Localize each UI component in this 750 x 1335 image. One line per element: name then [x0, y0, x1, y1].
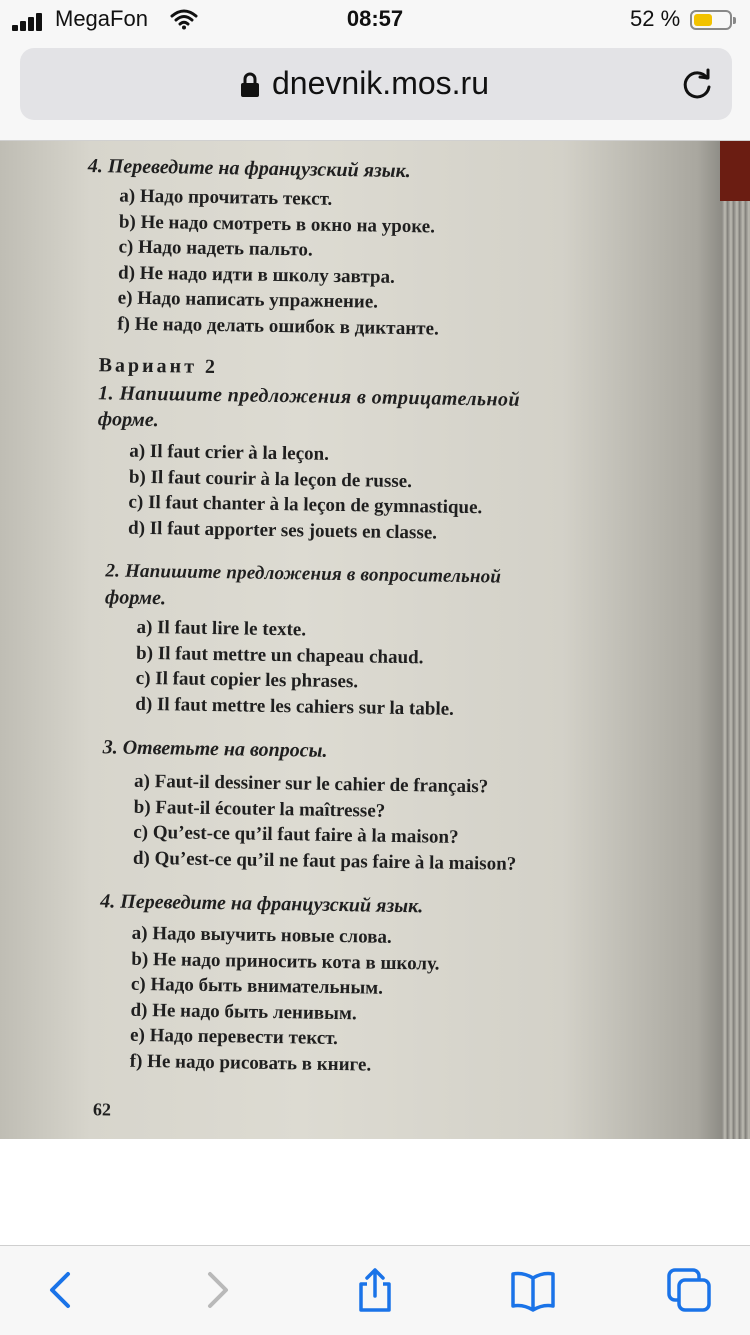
- browser-top-bar: [0, 40, 750, 141]
- battery-icon: [690, 10, 732, 30]
- forward-icon[interactable]: [192, 1266, 240, 1314]
- book-page-photo: [0, 141, 750, 1139]
- task-item: b) Не надо смотреть в окно на уроке.: [118, 210, 436, 237]
- task-item: c) Il faut copier les phrases.: [135, 667, 359, 693]
- task-item: d) Qu’est-ce qu’il ne faut pas faire à la maison?: [132, 847, 517, 875]
- clock: 08:57: [346, 6, 404, 31]
- status-bar: [0, 0, 750, 40]
- variant-heading: Вариант 2: [98, 354, 219, 379]
- task-item: b) Не надо приносить кота в школу.: [131, 948, 440, 975]
- url-text: dnevnik.mos.ru: [272, 65, 489, 101]
- task-item: f) Не надо рисовать в книге.: [129, 1050, 372, 1076]
- task-item: c) Надо надеть пальто.: [118, 236, 313, 261]
- task-item: e) Надо написать упражнение.: [117, 287, 379, 313]
- task-item: d) Не надо идти в школу завтра.: [117, 261, 395, 288]
- top-task: [85, 153, 648, 345]
- task-title: 1. Напишите предложения в отрицательной: [98, 382, 521, 411]
- bookmarks-icon[interactable]: [509, 1266, 557, 1314]
- address-bar[interactable]: [20, 48, 732, 120]
- task-item: a) Надо прочитать текст.: [119, 185, 333, 210]
- page-edge: [722, 141, 750, 1139]
- tabs-icon[interactable]: [665, 1266, 713, 1314]
- variant-section: [73, 350, 645, 1129]
- task-item: e) Надо перевести текст.: [129, 1024, 339, 1050]
- book-text: [73, 153, 648, 1129]
- task-title: 2. Напишите предложения в вопросительной: [105, 560, 502, 588]
- page-number: 62: [92, 1099, 112, 1120]
- task-item: b) Il faut mettre un chapeau chaud.: [135, 642, 424, 668]
- carrier-name: MegaFon: [55, 6, 148, 31]
- task-item: a) Надо выучить новые слова.: [131, 922, 392, 948]
- task-title: 3. Ответьте на вопросы.: [102, 736, 328, 762]
- task-item: c) Il faut chanter à la leçon de gymnastique.: [128, 491, 483, 519]
- book-cover-corner: [720, 141, 750, 201]
- task-item: c) Qu’est-ce qu’il faut faire à la maison?: [133, 821, 459, 848]
- battery-percent: 52 %: [630, 6, 681, 31]
- task-title-cont: форме.: [104, 586, 167, 610]
- task-title-cont: форме.: [97, 408, 159, 432]
- task-item: b) Faut-il écouter la maîtresse?: [133, 796, 386, 822]
- browser-bottom-toolbar: [0, 1245, 750, 1335]
- task-item: a) Il faut lire le texte.: [136, 616, 307, 641]
- reload-icon[interactable]: [680, 68, 714, 102]
- task-title: 4. Переведите на французский язык.: [87, 154, 411, 183]
- share-icon[interactable]: [351, 1266, 399, 1314]
- task-item: f) Не надо делать ошибок в диктанте.: [117, 312, 439, 340]
- back-icon[interactable]: [38, 1266, 86, 1314]
- task-item: c) Надо быть внимательным.: [130, 973, 384, 999]
- task-item: d) Il faut mettre les cahiers sur la table.: [135, 693, 455, 720]
- task-item: a) Il faut crier à la leçon.: [129, 440, 330, 465]
- task-item: d) Il faut apporter ses jouets en classe.: [127, 517, 438, 544]
- task-item: d) Не надо быть ленивым.: [130, 999, 357, 1024]
- task-item: a) Faut-il dessiner sur le cahier de français?: [133, 770, 489, 798]
- task-item: b) Il faut courir à la leçon de russe.: [128, 466, 413, 492]
- lock-icon: [240, 72, 260, 98]
- task-title: 4. Переведите на французский язык.: [100, 890, 424, 918]
